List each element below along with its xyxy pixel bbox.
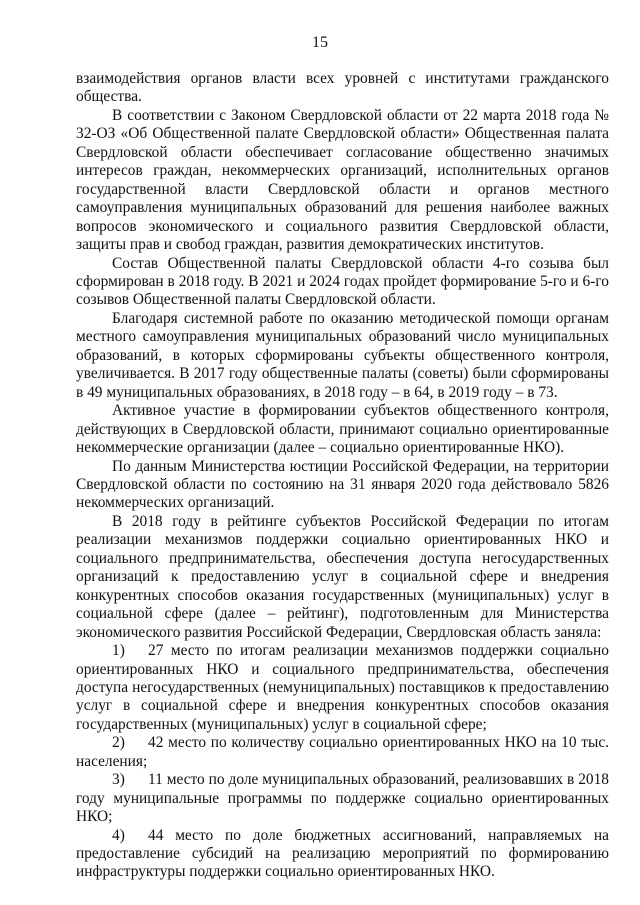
list-item-number: 4) [112, 826, 125, 844]
list-item-number: 3) [112, 771, 125, 789]
paragraph-ministry-data: По данным Министерства юстиции Российской Федерации, на территории Свердловской области по состоянию на 31 января 2020 года действовало 5826 некоммерческих организаций. [76, 457, 609, 512]
list-item [76, 642, 609, 734]
list-item-text: 44 место по доле бюджетных ассигнований, направляемых на предоставление субсидий на реализацию мероприятий по формированию инфраструктуры поддержки социально ориентированных НКО. [76, 826, 609, 881]
list-item [76, 771, 609, 826]
list-item-text: 27 место по итогам реализации механизмов поддержки социально ориентированных НКО и социального предпринимательства, обеспечения доступа негосударственных (немуниципальных) поставщиков к предоставлению услуг в социальной сфере и внедрения конкурентных способов оказания государственных (муниципальных) услуг в социальной сфере; [76, 642, 609, 733]
paragraph-rating-intro: В 2018 году в рейтинге субъектов Российской Федерации по итогам реализации механизмов поддержки социально ориентированных НКО и социального предпринимательства, обеспечения доступа негосударственных организаций к предоставлению услуг в социальной сфере и внедрения конкурентных способов оказания государственных (муниципальных) услуг в социальной сфере (далее – рейтинг), подготовленным для Министерства экономического развития Российской Федерации, Свердловская область заняла: [76, 512, 609, 641]
document-body [76, 70, 609, 882]
list-item [76, 734, 609, 771]
paragraph-continuation: взаимодействия органов власти всех уровней с институтами гражданского общества. [76, 70, 609, 106]
list-item-number: 1) [112, 642, 125, 660]
paragraph-chamber-composition: Состав Общественной палаты Свердловской области 4-го созыва был сформирован в 2018 году. В 2021 и 2024 годах пройдет формирование 5-го и 6-го созывов Общественной палаты Свердловской области. [76, 254, 609, 309]
paragraph-methodical-work: Благодаря системной работе по оказанию методической помощи органам местного самоуправления муниципальных образований число муниципальных образований, в которых сформированы субъекты общественного контроля, увеличивается. В 2017 году общественные палаты (советы) были сформированы в 49 муниципальных образованиях, в 2018 году – в 64, в 2019 году – в 73. [76, 309, 609, 401]
paragraph-law-reference: В соответствии с Законом Свердловской области от 22 марта 2018 года № 32-ОЗ «Об Общественной палате Свердловской области» Общественная палата Свердловской области обеспечивает согласование общественно значимых интересов граждан, некоммерческих организаций, исполнительных органов государственной власти Свердловской области и органов местного самоуправления муниципальных образований для решения наиболее важных вопросов экономического и социального развития Свердловской области, защиты прав и свобод граждан, развития демократических институтов. [76, 106, 609, 254]
list-item-text: 42 место по количеству социально ориентированных НКО на 10 тыс. населения; [76, 734, 609, 770]
paragraph-active-participation: Активное участие в формировании субъектов общественного контроля, действующих в Свердловской области, принимают социально ориентированные некоммерческие организации (далее – социально ориентированные НКО). [76, 402, 609, 457]
list-item-text: 11 место по доле муниципальных образований, реализовавших в 2018 году муниципальные программы по поддержке социально ориентированных НКО; [76, 771, 609, 826]
list-item [76, 827, 609, 882]
list-item-number: 2) [112, 734, 125, 752]
page-number: 15 [312, 34, 328, 51]
